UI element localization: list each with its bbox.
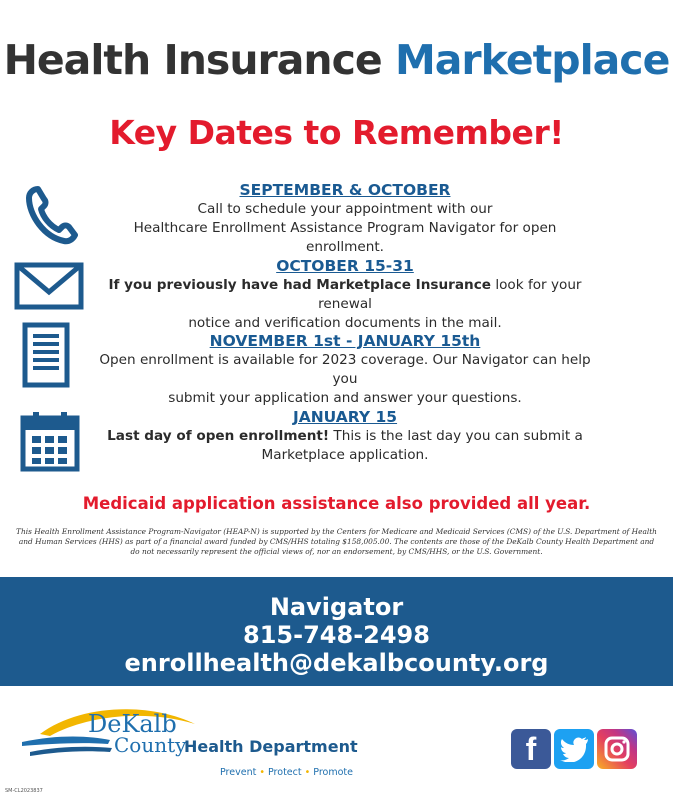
entry-bold-text: If you previously have had Marketplace Insurance <box>108 277 492 293</box>
phone-icon <box>24 185 80 245</box>
key-dates-heading: Key Dates to Remember! <box>109 113 564 152</box>
navigator-email[interactable]: enrollhealth@dekalbcounty.org <box>124 649 549 677</box>
funding-disclaimer: This Health Enrollment Assistance Program-Navigator (HEAP-N) is supported by the Centers for Medicare and Medicaid Services (CMS) of the U.S. Department of Health and Human Services (HHS) as part of a financial award funded by CMS/HHS totaling $158,005.00. The contents are those of the DeKalb County Health Department and do not necessarily represent the official views of, nor an endorsement, by CMS/HHS, or the U.S. Government. <box>16 527 657 556</box>
page-title <box>0 36 673 84</box>
social-icons <box>511 729 637 769</box>
entry-text: notice and verification documents in the mail. <box>188 315 502 331</box>
entry-text <box>95 427 595 446</box>
date-entry-1 <box>95 180 595 257</box>
contact-band <box>0 577 673 686</box>
entry-text: Call to schedule your appointment with our <box>197 201 493 217</box>
entry-text-rest: look for your renewal <box>318 277 582 312</box>
entry-text: Healthcare Enrollment Assistance Program Navigator for open enrollment. <box>133 220 557 255</box>
date-entry-3 <box>95 331 595 408</box>
entry-text <box>95 276 595 314</box>
calendar-icon <box>20 410 80 472</box>
logo-dekalb: DeKalb <box>88 710 177 738</box>
twitter-icon[interactable] <box>554 729 594 769</box>
title-part-2: Marketplace <box>394 36 670 84</box>
entry-text: Marketplace application. <box>261 447 429 463</box>
date-entry-2 <box>95 256 595 333</box>
entry-text: submit your application and answer your questions. <box>168 390 522 406</box>
tagline-promote: Promote <box>313 767 353 778</box>
navigator-label: Navigator <box>269 593 404 621</box>
tagline-prevent: Prevent <box>220 767 257 778</box>
logo-tagline: Prevent • Protect • Promote <box>220 767 353 778</box>
tagline-protect: Protect <box>268 767 302 778</box>
document-code: SM-CL2023837 <box>5 788 43 794</box>
dekalb-health-logo <box>20 702 360 787</box>
document-icon <box>22 322 70 388</box>
title-part-1: Health Insurance <box>3 36 382 84</box>
date-heading: JANUARY 15 <box>292 408 398 426</box>
logo-county: County <box>114 733 187 757</box>
entry-text: Open enrollment is available for 2023 coverage. Our Navigator can help you <box>99 352 591 387</box>
date-entry-4 <box>95 407 595 465</box>
logo-department: Health Department <box>184 737 358 756</box>
navigator-phone[interactable]: 815-748-2498 <box>243 621 430 649</box>
instagram-icon[interactable] <box>597 729 637 769</box>
medicaid-note: Medicaid application assistance also provided all year. <box>82 494 591 513</box>
date-heading: NOVEMBER 1st - JANUARY 15th <box>209 332 481 350</box>
date-heading: SEPTEMBER & OCTOBER <box>239 181 451 199</box>
entry-bold-text: Last day of open enrollment! <box>107 428 330 444</box>
facebook-icon[interactable]: f <box>511 729 551 769</box>
entry-text-rest: This is the last day you can submit a <box>329 428 583 444</box>
envelope-icon <box>14 262 84 310</box>
date-heading: OCTOBER 15-31 <box>276 257 414 275</box>
